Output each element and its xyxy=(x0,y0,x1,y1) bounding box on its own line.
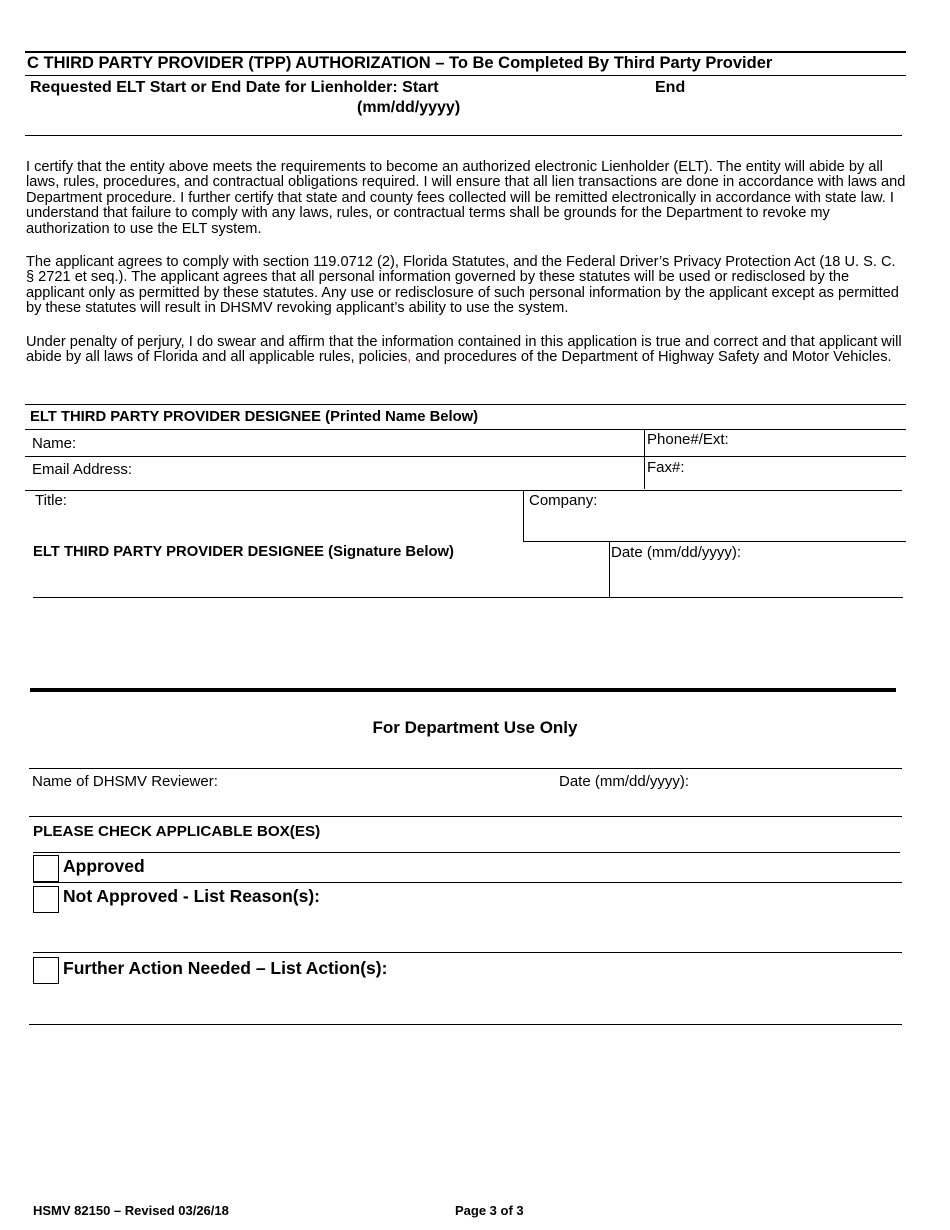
phone-input[interactable] xyxy=(735,432,900,452)
fax-input[interactable] xyxy=(690,459,900,479)
signature-area[interactable] xyxy=(33,566,603,596)
elt-date-rule xyxy=(25,135,902,136)
signature-date-label: Date (mm/dd/yyyy): xyxy=(611,544,742,561)
title-input[interactable] xyxy=(35,512,515,534)
further-action-label: Further Action Needed – List Action(s): xyxy=(63,958,388,978)
approved-label: Approved xyxy=(63,856,145,876)
section-heading-rule xyxy=(25,75,906,76)
reviewer-date-input[interactable] xyxy=(700,772,900,792)
further-action-input[interactable] xyxy=(63,982,898,1018)
email-input[interactable] xyxy=(140,460,637,480)
check-heading: PLEASE CHECK APPLICABLE BOX(ES) xyxy=(33,823,321,840)
company-input[interactable] xyxy=(529,512,899,534)
approved-row-rule xyxy=(33,882,902,883)
perjury-text-start: Under penalty of perjury, I do swear and affirm that the information contained in this application is true and correct and that applicant will abide by all laws of Florida and all applicable rules, policies xyxy=(26,334,902,366)
section-top-rule xyxy=(25,51,906,53)
approved-checkbox[interactable] xyxy=(33,855,59,882)
title-row-rule xyxy=(523,541,906,542)
perjury-comma: , xyxy=(407,349,412,366)
signature-date-divider xyxy=(609,541,610,597)
not-approved-label: Not Approved - List Reason(s): xyxy=(63,886,320,906)
title-company-divider xyxy=(523,490,524,541)
elt-end-date-input[interactable] xyxy=(695,80,895,100)
signature-row-rule xyxy=(33,597,903,598)
department-thick-rule xyxy=(30,688,896,692)
footer-form-id: HSMV 82150 – Revised 03/26/18 xyxy=(33,1203,229,1218)
designee-top-rule xyxy=(25,404,906,405)
not-approved-checkbox[interactable] xyxy=(33,886,59,913)
perjury-text-end: and procedures of the Department of Highway Safety and Motor Vehicles. xyxy=(411,349,892,366)
footer-page-number: Page 3 of 3 xyxy=(455,1203,524,1218)
perjury-paragraph xyxy=(26,335,906,366)
privacy-paragraph: The applicant agrees to comply with section 119.0712 (2), Florida Statutes, and the Federal Driver’s Privacy Protection Act (18 U. S. C. § 2721 et seq.). The applicant agrees that all personal information governed by these statutes will be used or redisclosed by the applicant only as permitted by these statutes. Any use or redisclosure of such personal information by the applicant except as permitted by these statutes will result in DHSMV revoking applicant’s ability to use the system. xyxy=(26,254,899,317)
company-label: Company: xyxy=(529,492,598,509)
further-action-row-rule xyxy=(29,1024,902,1025)
title-label: Title: xyxy=(35,492,67,509)
check-heading-rule xyxy=(33,852,900,853)
reviewer-top-rule xyxy=(29,768,902,769)
reviewer-date-label: Date (mm/dd/yyyy): xyxy=(559,773,690,790)
certify-paragraph: I certify that the entity above meets the requirements to become an authorized electronic Lienholder (ELT). The entity will abide by all laws, rules, procedures, and contractual obligations required. I will ensure that all lien transactions are done in accordance with laws and Department procedure. I further certify that state and county fees collected will be remitted electronically in accordance with state law. I understand that failure to comply with any laws, rules, or contractual terms shall be grounds for the Department to revoke my authorization to use the ELT system. xyxy=(26,159,906,237)
name-row-rule xyxy=(25,456,906,457)
email-row-rule xyxy=(25,490,902,491)
elt-end-label: End xyxy=(655,79,686,96)
designee-signature-heading: ELT THIRD PARTY PROVIDER DESIGNEE (Signature Below) xyxy=(33,544,454,560)
signature-date-input[interactable] xyxy=(612,568,902,590)
section-c-heading: C THIRD PARTY PROVIDER (TPP) AUTHORIZATION – To Be Completed By Third Party Provider xyxy=(27,54,773,72)
name-phone-divider xyxy=(644,429,645,489)
not-approved-reason-input[interactable] xyxy=(63,910,898,946)
designee-heading-rule xyxy=(25,429,906,430)
elt-start-date-input[interactable] xyxy=(480,80,640,100)
fax-label: Fax#: xyxy=(647,459,685,476)
department-heading: For Department Use Only xyxy=(372,718,578,737)
name-label: Name: xyxy=(32,435,77,452)
not-approved-row-rule xyxy=(33,952,902,953)
elt-date-label: Requested ELT Start or End Date for Lienholder: Start xyxy=(30,79,439,96)
reviewer-label: Name of DHSMV Reviewer: xyxy=(32,773,218,790)
name-input[interactable] xyxy=(82,434,637,454)
phone-label: Phone#/Ext: xyxy=(647,431,729,448)
email-label: Email Address: xyxy=(32,461,133,478)
reviewer-input[interactable] xyxy=(230,772,545,792)
elt-date-format: (mm/dd/yyyy) xyxy=(357,99,461,116)
designee-printed-heading: ELT THIRD PARTY PROVIDER DESIGNEE (Printed Name Below) xyxy=(30,409,479,425)
further-action-checkbox[interactable] xyxy=(33,957,59,984)
reviewer-bottom-rule xyxy=(29,816,902,817)
